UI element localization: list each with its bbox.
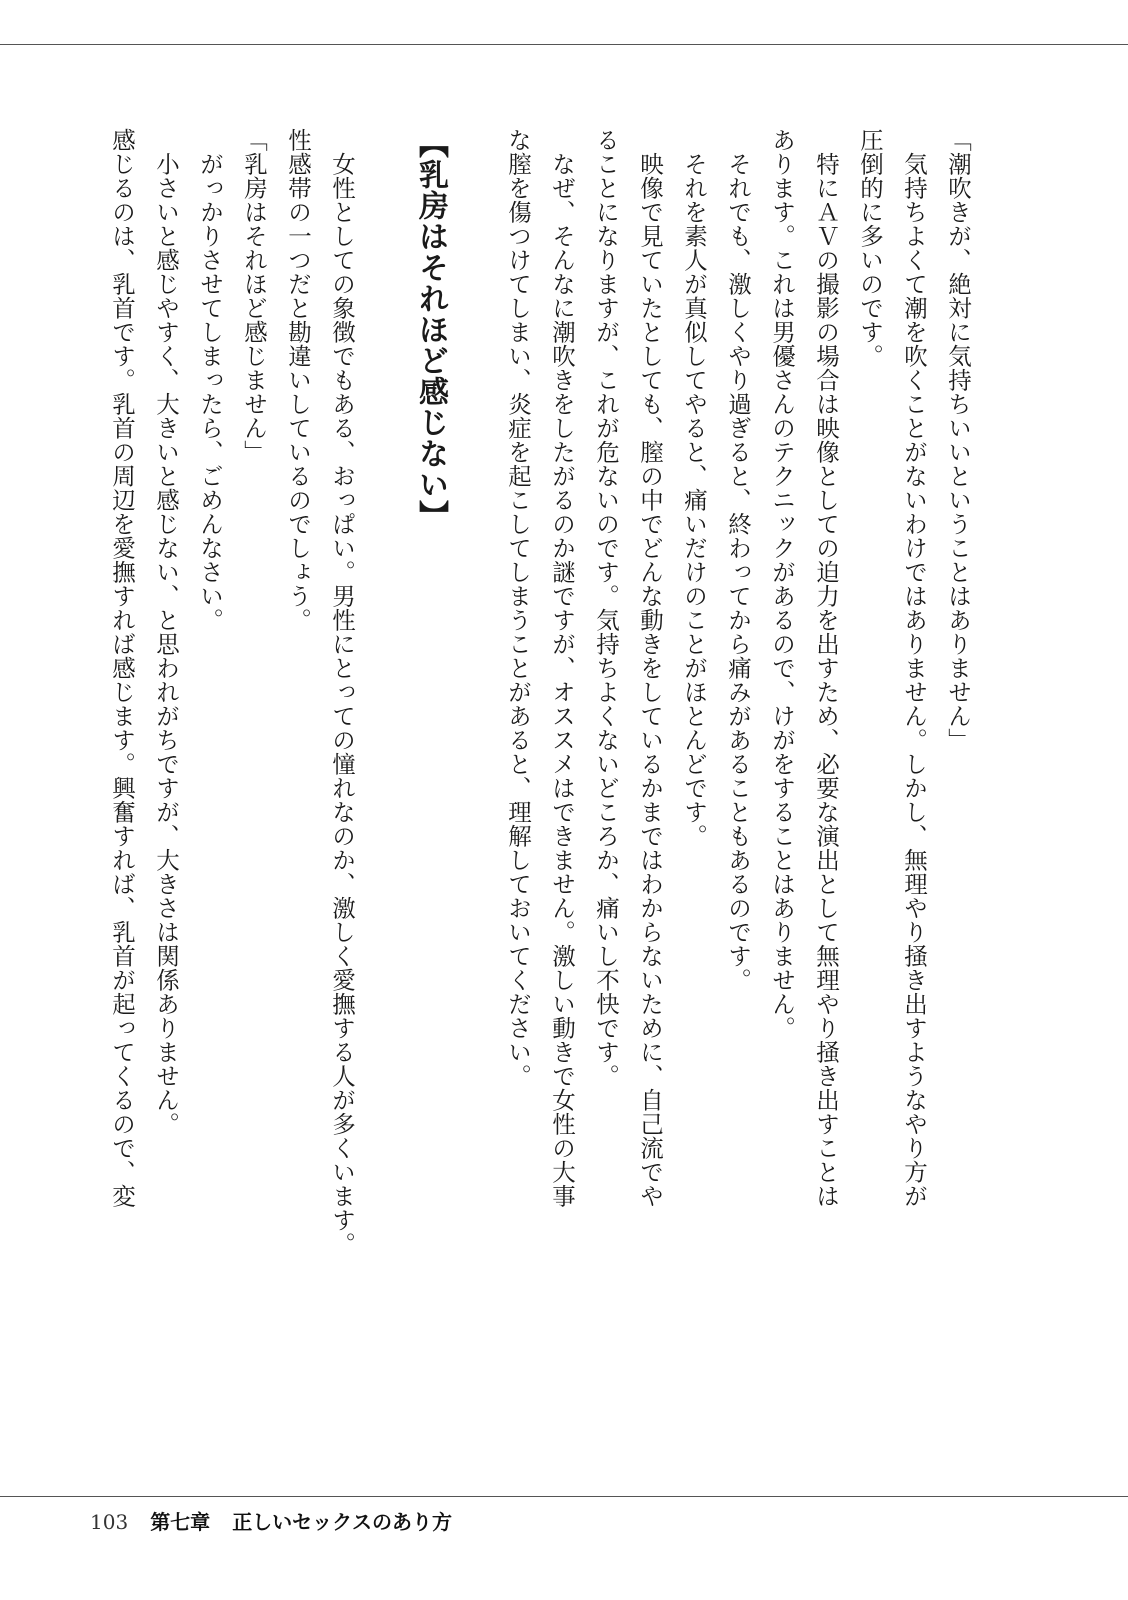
body-line: 女性としての象徴でもある、おっぱい。男性にとっての憧れなのか、激しく愛撫する人が多くいます。	[328, 152, 356, 1256]
vertical-text-body	[108, 128, 980, 1256]
body-line: ることになりますが、これが危ないのです。気持ちよくないどころか、痛いし不快です。	[592, 128, 620, 1088]
body-line: それでも、激しくやり過ぎると、終わってから痛みがあることもあるのです。	[724, 152, 752, 992]
header-rule	[0, 44, 1128, 45]
body-line: それを素人が真似してやると、痛いだけのことがほとんどです。	[680, 152, 708, 848]
body-line: なぜ、そんなに潮吹きをしたがるのか謎ですが、オススメはできません。激しい動きで女性の大事	[548, 152, 576, 1208]
body-line: 特にＡＶの撮影の場合は映像としての迫力を出すため、必要な演出として無理やり掻き出すことは	[812, 152, 840, 1208]
body-line: 小さいと感じやすく、大きいと感じない、と思われがちですが、大きさは関係ありません。	[152, 152, 180, 1136]
section-heading: 【乳房はそれほど感じない】	[413, 128, 448, 531]
chapter-label: 第七章	[150, 1510, 211, 1534]
page-footer	[90, 1506, 452, 1538]
body-line: 性感帯の一つだと勘違いしているのでしょう。	[284, 128, 312, 632]
page-number: 103	[90, 1510, 129, 1534]
body-line: あります。これは男優さんのテクニックがあるので、けがをすることはありません。	[768, 128, 796, 1040]
body-line: 映像で見ていたとしても、膣の中でどんな動きをしているかまではわからないために、自己流でや	[636, 152, 664, 1208]
body-line: 気持ちよくて潮を吹くことがないわけではありません。しかし、無理やり掻き出すようなやり方が	[900, 152, 928, 1208]
body-line: 「潮吹きが、絶対に気持ちいいということはありません」	[944, 128, 972, 752]
body-line: がっかりさせてしまったら、ごめんなさい。	[196, 152, 224, 632]
body-line: 「乳房はそれほど感じません」	[240, 128, 268, 464]
body-line: 感じるのは、乳首です。乳首の周辺を愛撫すれば感じます。興奮すれば、乳首が起ってくるので、変	[108, 128, 136, 1208]
chapter-title: 正しいセックスのあり方	[232, 1510, 452, 1534]
footer-rule	[0, 1496, 1128, 1497]
body-line: な膣を傷つけてしまい、炎症を起こしてしまうことがあると、理解しておいてください。	[504, 128, 532, 1088]
body-line: 圧倒的に多いのです。	[856, 128, 884, 368]
